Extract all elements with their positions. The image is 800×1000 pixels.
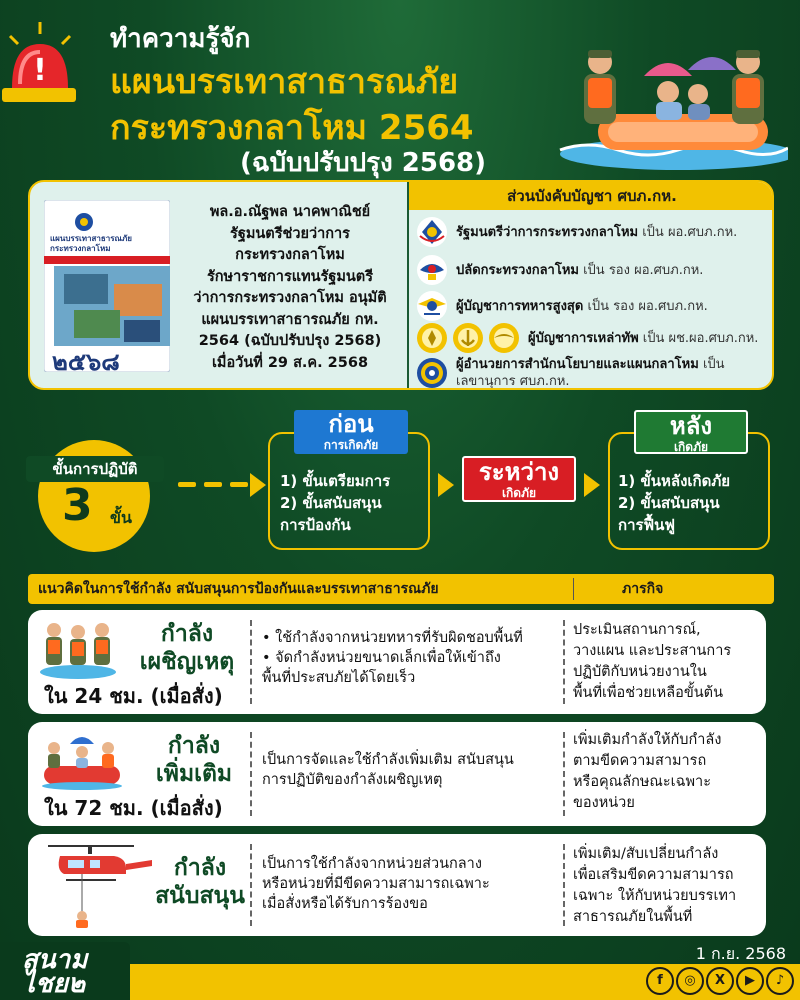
steps-badge — [26, 440, 164, 552]
force-mission: เพิ่มเติมกำลังให้กับกำลัง ตามขีดความสามารถ หรือคุณลักษณะเฉพาะ ของหน่วย — [573, 732, 722, 811]
command-row: ผู้บัญชาการเหล่าทัพ เป็น ผช.ผอ.ศบภ.กห. — [416, 322, 758, 354]
col-concept-header: แนวคิดในการใช้กำลัง สนับสนุนการป้องกันและบรรเทาสาธารณภัย — [38, 581, 439, 597]
phase-before-items: 1) ขั้นเตรียมการ 2) ขั้นสนับสนุน การป้องกัน — [280, 472, 391, 534]
dash — [204, 482, 222, 487]
publish-date: 1 ก.ย. 2568 — [695, 944, 786, 963]
command-row: ปลัดกระทรวงกลาโหม เป็น รอง ผอ.ศบภ.กห. — [416, 254, 703, 286]
additional-force-illustration — [40, 728, 124, 790]
arrow-right-icon — [584, 473, 600, 497]
column-separator — [563, 620, 565, 704]
minister-approval-text: พล.อ.ณัฐพล นาคพาณิชย์ รัฐมนตรีช่วยว่าการ กระทรวงกลาโหม รักษาราชการแทนรัฐมนตรี ว่าการกระทรวงกลาโหม อนุมัติ แผนบรรเทาสาธารณภัย กห. 2564 (ฉบับปรับปรุง 2568) เมื่อวันที่ 29 ส.ค. 2568 — [193, 204, 387, 371]
supreme-command-emblem-icon — [416, 290, 448, 322]
header-separator — [573, 578, 574, 600]
column-separator — [563, 732, 565, 816]
command-row: รัฐมนตรีว่าการกระทรวงกลาโหม เป็น ผอ.ศบภ.กห. — [416, 216, 737, 248]
brand-logo — [0, 942, 130, 1000]
header-subtitle: (ฉบับปรับปรุง 2568) — [240, 148, 487, 178]
phase-during-tag: ระหว่าง เกิดภัย — [462, 456, 576, 502]
table-row — [28, 610, 766, 714]
force-title: กำลัง เผชิญเหตุ — [139, 621, 235, 675]
navy-emblem-icon — [452, 322, 484, 354]
arrow-right-icon — [250, 473, 266, 497]
column-separator — [250, 732, 252, 816]
rescue-boat-illustration — [548, 22, 788, 172]
phase-before-tag: ก่อน การเกิดภัย — [294, 410, 408, 454]
header-title-line2: กระทรวงกลาโหม 2564 — [110, 108, 474, 148]
command-row: ผู้อำนวยการสำนักนโยบายและแผนกลาโหม เป็น เลขานุการ ศบภ.กห. — [416, 356, 725, 390]
info-divider — [407, 182, 409, 390]
steps-label: ขั้นการปฏิบัติ — [26, 456, 164, 482]
force-concept: เป็นการใช้กำลังจากหน่วยส่วนกลาง หรือหน่วยที่มีขีดความสามารถเฉพาะ เมื่อสั่งหรือได้รับการร้องขอ — [262, 856, 490, 912]
brand-logo-text: สนาม ไชย๒ — [22, 945, 88, 999]
facebook-icon[interactable]: f — [646, 967, 674, 995]
command-heading: ส่วนบังคับบัญชา ศบภ.กห. — [409, 182, 774, 210]
force-timing: ใน 72 ชม. (เมื่อสั่ง) — [44, 796, 223, 820]
x-icon[interactable]: X — [706, 967, 734, 995]
book-cover-year: ๒๕๖๘ — [52, 348, 120, 376]
table-header — [28, 574, 774, 604]
policy-planning-emblem-icon — [416, 357, 448, 389]
table-row — [28, 834, 766, 936]
info-box — [28, 180, 774, 390]
force-title: กำลัง เพิ่มเติม — [155, 733, 233, 787]
force-concept: • ใช้กำลังจากหน่วยทหารที่รับผิดชอบพื้นที่ • จัดกำลังหน่วยขนาดเล็กเพื่อให้เข้าถึง พื้นที่ประสบภัยได้โดยเร็ว — [262, 630, 523, 686]
mod-emblem-icon — [416, 216, 448, 248]
helicopter-icon — [42, 840, 154, 930]
dash — [230, 482, 248, 487]
dash — [178, 482, 196, 487]
svg-text:!: ! — [33, 53, 47, 88]
force-timing: ใน 24 ชม. (เมื่อสั่ง) — [44, 684, 223, 708]
book-cover-title: แผนบรรเทาสาธารณภัย กระทรวงกลาโหม — [50, 234, 132, 253]
force-title: กำลัง สนับสนุน — [155, 855, 245, 909]
command-row: ผู้บัญชาการทหารสูงสุด เป็น รอง ผอ.ศบภ.กห. — [416, 290, 708, 322]
table-row — [28, 722, 766, 826]
column-separator — [250, 620, 252, 704]
response-force-illustration — [38, 616, 118, 680]
siren-icon — [2, 18, 80, 108]
col-mission-header: ภารกิจ — [622, 581, 664, 597]
youtube-icon[interactable]: ▶ — [736, 967, 764, 995]
instagram-icon[interactable]: ◎ — [676, 967, 704, 995]
steps-unit: ขั้น — [110, 508, 132, 527]
phase-after-items: 1) ขั้นหลังเกิดภัย 2) ขั้นสนับสนุน การฟื้นฟู — [618, 472, 731, 534]
air-force-emblem-icon — [488, 322, 520, 354]
steps-count: 3 — [62, 480, 93, 531]
force-concept: เป็นการจัดและใช้กำลังเพิ่มเติม สนับสนุน การปฏิบัติของกำลังเผชิญเหตุ — [262, 752, 514, 788]
column-separator — [250, 844, 252, 926]
phase-after-tag: หลัง เกิดภัย — [634, 410, 748, 454]
force-mission: ประเมินสถานการณ์, วางแผน และประสานการ ปฏิบัติกับหน่วยงานใน พื้นที่เพื่อช่วยเหลือขั้นต้น — [573, 622, 732, 701]
column-separator — [563, 844, 565, 926]
arrow-right-icon — [438, 473, 454, 497]
force-mission: เพิ่มเติม/สับเปลี่ยนกำลัง เพื่อเสริมขีดความสามารถ เฉพาะ ให้กับหน่วยบรรเทา สาธารณภัยในพื้นที่ — [573, 846, 737, 925]
header-kicker: ทำความรู้จัก — [110, 24, 251, 54]
tiktok-icon[interactable]: ♪ — [766, 967, 794, 995]
header-title-line1: แผนบรรเทาสาธารณภัย — [110, 62, 459, 102]
permanent-secretary-emblem-icon — [416, 254, 448, 286]
army-emblem-icon — [416, 322, 448, 354]
